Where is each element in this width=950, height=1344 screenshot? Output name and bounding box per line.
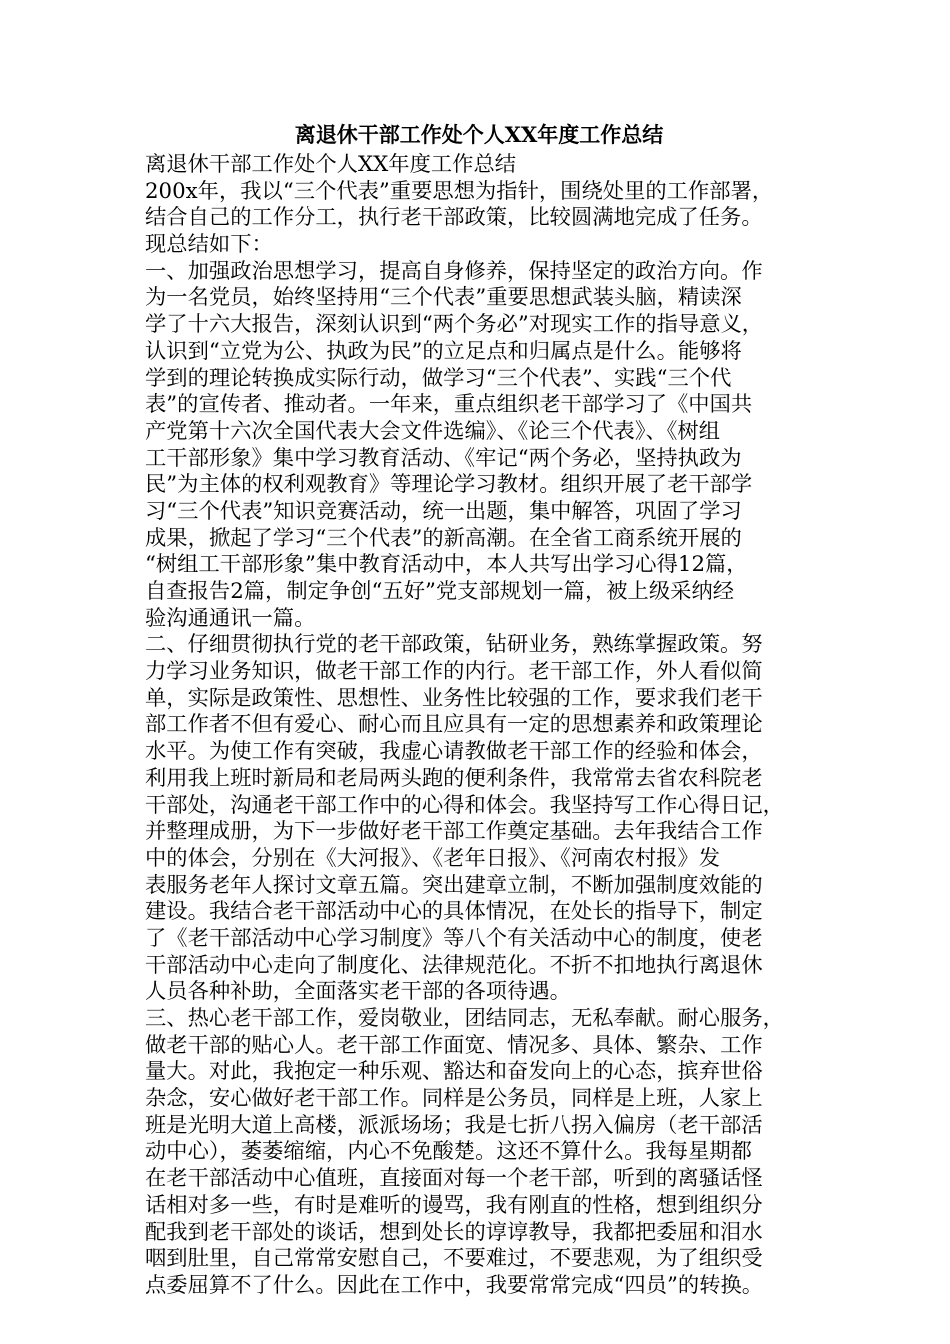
body-line: 人员各种补助，全面落实老干部的各项待遇。 [145,979,571,1005]
body-line: 二、仔细贯彻执行党的老干部政策，钻研业务，熟练掌握政策。努 [145,632,763,658]
body-line: 动中心），萎萎缩缩，内心不免酸楚。这还不算什么。我每星期都 [145,1139,752,1165]
body-line: 水平。为使工作有突破，我虚心请教做老干部工作的经验和体会， [145,739,763,765]
body-line: 离退休干部工作处个人XX年度工作总结 [145,152,517,177]
body-line: 干部处，沟通老干部工作中的心得和体会。我坚持写工作心得日记， [145,792,784,818]
body-line: 建设。我结合老干部活动中心的具体情况，在处长的指导下，制定 [145,899,763,925]
body-line: 力学习业务知识，做老干部工作的内行。老干部工作，外人看似简 [145,659,763,685]
body-line: 了《老干部活动中心学习制度》等八个有关活动中心的制度，使老 [145,925,763,951]
body-line: 话相对多一些，有时是难听的谩骂，我有刚直的性格，想到组织分 [145,1192,763,1218]
body-line: 中的体会，分别在《大河报》、《老年日报》、《河南农村报》发 [145,845,721,871]
document-title: 离退休干部工作处个人XX年度工作总结 [294,122,664,147]
body-line: 单，实际是政策性、思想性、业务性比较强的工作，要求我们老干 [145,685,763,711]
body-line: 现总结如下： [145,232,273,258]
body-line: 成果，掀起了学习“三个代表”的新高潮。在全省工商系统开展的 [145,525,742,551]
body-line: 学到的理论转换成实际行动，做学习“三个代表”、实践“三个代 [145,365,732,391]
document-body [145,152,813,1300]
body-line: 工干部形象》集中学习教育活动、《牢记“两个务必，坚持执政为 [145,445,742,471]
body-line: 结合自己的工作分工，执行老干部政策，比较圆满地完成了任务。 [145,205,763,231]
body-line: 自查报告2篇，制定争创“五好”党支部规划一篇，被上级采纳经 [145,579,735,604]
body-line: “树组工干部形象”集中教育活动中，本人共写出学习心得12篇， [145,552,748,578]
body-line: 杂念，安心做好老干部工作。同样是公务员，同样是上班，人家上 [145,1086,763,1112]
body-line: 三、热心老干部工作，爱岗敬业，团结同志，无私奉献。耐心服务， [145,1006,784,1031]
body-line: 表服务老年人探讨文章五篇。突出建章立制，不断加强制度效能的 [145,872,763,898]
body-line: 民”为主体的权利观教育》等理论学习教材。组织开展了老干部学 [145,472,753,498]
body-line: 点委屈算不了什么。因此在工作中，我要常常完成“四员”的转换。 [145,1272,764,1298]
body-line: 在老干部活动中心值班，直接面对每一个老干部，听到的离骚话怪 [145,1166,763,1192]
body-line: 干部活动中心走向了制度化、法律规范化。不折不扣地执行离退休 [145,952,763,978]
body-line: 并整理成册，为下一步做好老干部工作奠定基础。去年我结合工作 [145,819,763,845]
body-line: 咽到肚里，自己常常安慰自己，不要难过，不要悲观，为了组织受 [145,1246,763,1272]
body-line: 验沟通通讯一篇。 [145,605,316,631]
body-line: 为一名党员，始终坚持用“三个代表”重要思想武装头脑，精读深 [145,285,742,311]
document-page [145,118,813,1300]
body-line: 配我到老干部处的谈话，想到处长的谆谆教导，我都把委屈和泪水 [145,1219,763,1245]
body-line: 200x年，我以“三个代表”重要思想为指针，围绕处里的工作部署， [145,178,774,204]
body-line: 利用我上班时新局和老局两头跑的便利条件，我常常去省农科院老 [145,765,763,791]
body-line: 学了十六大报告，深刻认识到“两个务必”对现实工作的指导意义， [145,312,764,338]
body-line: 做老干部的贴心人。老干部工作面宽、情况多、具体、繁杂、工作 [145,1032,763,1058]
body-line: 部工作者不但有爱心、耐心而且应具有一定的思想素养和政策理论 [145,712,763,738]
body-line: 产党第十六次全国代表大会文件选编》、《论三个代表》、《树组 [145,418,721,444]
body-line: 一、加强政治思想学习，提高自身修养，保持坚定的政治方向。作 [145,258,763,284]
body-line: 习“三个代表”知识竞赛活动，统一出题，集中解答，巩固了学习 [145,498,742,524]
body-line: 表”的宣传者、推动者。一年来，重点组织老干部学习了《中国共 [145,392,753,418]
body-line: 班是光明大道上高楼，派派场场；我是七折八拐入偏房（老干部活 [145,1112,763,1138]
body-line: 认识到“立党为公、执政为民”的立足点和归属点是什么。能够将 [145,338,742,364]
body-line: 量大。对此，我抱定一种乐观、豁达和奋发向上的心态，摈弃世俗 [145,1059,763,1085]
